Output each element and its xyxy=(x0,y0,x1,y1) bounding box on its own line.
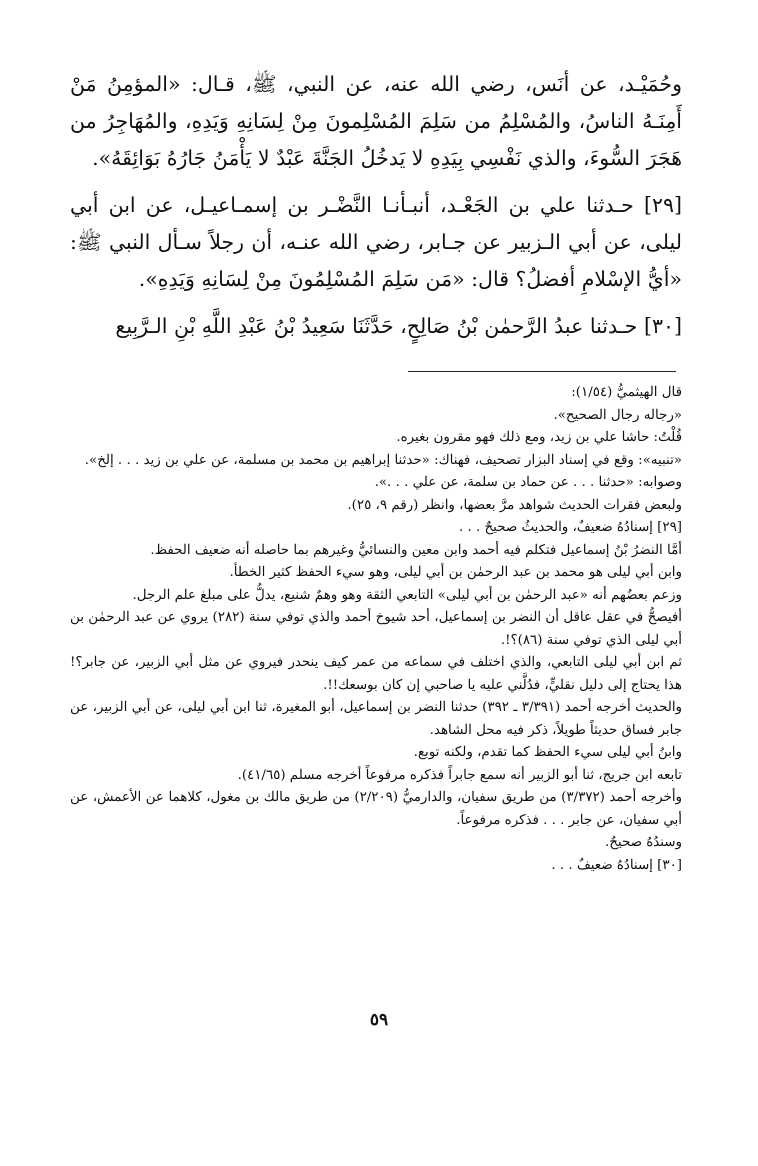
hadith-30-beginning: [٣٠] حـدثنا عبدُ الرَّحمٰن بْنُ صَالِحٍ، حَدَّثَنَا سَعِيدُ بْنُ عَبْدِ اللَّهِ بْنِ الـرَّبِيع xyxy=(115,314,682,338)
hadith-29: [٢٩] حـدثنا علي بن الجَعْـد، أنبـأنـا النَّضْـر بن إسمـاعيـل، عن ابن أبي ليلى، عن أبي الـزبير عن جـابر، رضي الله عنـه، أن رجلاً سـأل النبي ﷺ: «أيُّ الإسْلامِ أفضلُ؟ قال: «مَن سَلِمَ المُسْلِمُونَ مِنْ لِسَانِهِ وَيَدِهِ». xyxy=(70,193,682,291)
book-page xyxy=(70,66,682,877)
footnote-line: وابنُ أبي ليلى سيء الحفظ كما تقدم، ولكنه توبع. xyxy=(413,745,682,760)
footnote-line: وزعم بعضُهم أنه «عبد الرحمٰن بن أبي ليلى» التابعي الثقة وهو وهمٌ شنيع، يدلُّ على مبلغ علم الرجل. xyxy=(132,587,682,603)
page-number: ٥٩ xyxy=(369,1010,389,1030)
footnote-line: وصوابه: «حدثنا . . . عن حماد بن سلمة، عن علي . . .». xyxy=(374,475,682,490)
footnote-line: ثم ابن أبي ليلى التابعي، والذي اختلف في سماعه من عمر كيف ينحدر فيروي عن مثل أبي الزبير، عن جابر؟! هذا يحتاج إلى دليل نقليٍّ، فدُلَّني عليه يا صاحبي إن كان بوسعك!!. xyxy=(70,655,682,693)
footnote-line: وابن أبي ليلى هو محمد بن عبد الرحمٰن بن أبي ليلى، وهو سيء الحفظ كثير الخطأ. xyxy=(229,565,682,580)
footnote-line: «رجاله رجال الصحيح». xyxy=(553,407,682,423)
footnote-line: وأخرجه أحمد (٣/٣٧٢) من طريق سفيان، والدارميُّ (٢/٢٠٩) من طريق مالك بن مغول، كلاهما عن الأعمش، عن أبي سفيان، عن جابر . . . فذكره مرفوعاً. xyxy=(70,790,683,828)
footnote-line: [٢٩] إسنادُهُ ضعيفٌ، والحديثُ صحيحٌ . . . xyxy=(458,520,682,535)
footnotes xyxy=(70,382,682,877)
footnote-line: قُلْتُ: حاشا علي بن زيد، ومع ذلك فهو مقرون بغيره. xyxy=(396,430,682,445)
main-text xyxy=(70,66,682,345)
footnote-line: وسندُهُ صحيحٌ. xyxy=(605,835,682,850)
footnote-line: ولبعض فقرات الحديث شواهد مرَّ بعضها، وانظر (رقم ٩، ٢٥). xyxy=(347,497,682,513)
footnote-line: أمَّا النضرُ بْنُ إسماعيل فتكلم فيه أحمد وابن معين والنسائيُّ وغيرهم بما حاصله أنه ضعيف الحفظ. xyxy=(150,542,682,558)
footnote-divider xyxy=(408,371,676,372)
footnote-line: قال الهيثميُّ (١/٥٤): xyxy=(571,385,682,400)
footnote-line: والحديث أخرجه أحمد (٣/٣٩١ ـ ٣٩٢) حدثنا النضر بن إسماعيل، أبو المغيرة، ثنا ابن أبي ليلى، عن أبي الزبير، عن جابر فساق حديثاً طويلاً، ذكر فيه محل الشاهد. xyxy=(70,700,682,738)
footnote-line: «تنبيه»: وقع في إسناد البزار تصحيف، فهناك: «حدثنا إبراهيم بن محمد بن مسلمة، عن علي بن زيد . . . إلخ». xyxy=(84,452,682,468)
footnote-line: [٣٠] إسنادُهُ ضعيفٌ . . . xyxy=(551,857,682,873)
footnote-line: تابعه ابن جريج، ثنا أبو الزبير أنه سمع جابراً فذكره مرفوعاً أخرجه مسلم (٤١/٦٥). xyxy=(237,767,682,783)
footnote-line: أفيصحُّ في عقل عاقل أن النضر بن إسماعيل، أحد شيوخ أحمد والذي توفي سنة (٢٨٢) يروي عن عبد الرحمٰن بن أبي ليلى الذي توفي سنة (٨٦)؟!. xyxy=(70,610,682,648)
hadith-28-ending: وحُمَيْـد، عن أنَس، رضي الله عنه، عن النبي، ﷺ، قـال: «المؤمِنُ مَنْ أَمِنَـهُ الناسُ، والمُسْلِمُ من سَلِمَ المُسْلِمونَ مِنْ لِسَانِهِ وَيَدِهِ، والمُهَاجِرُ من هَجَرَ السُّوءَ، والذي نَفْسِي بِيَدِهِ لا يَدخُلُ الجَنَّةَ عَبْدٌ لا يَأْمَنُ جَارُهُ بَوَائِقَهُ». xyxy=(70,72,682,170)
